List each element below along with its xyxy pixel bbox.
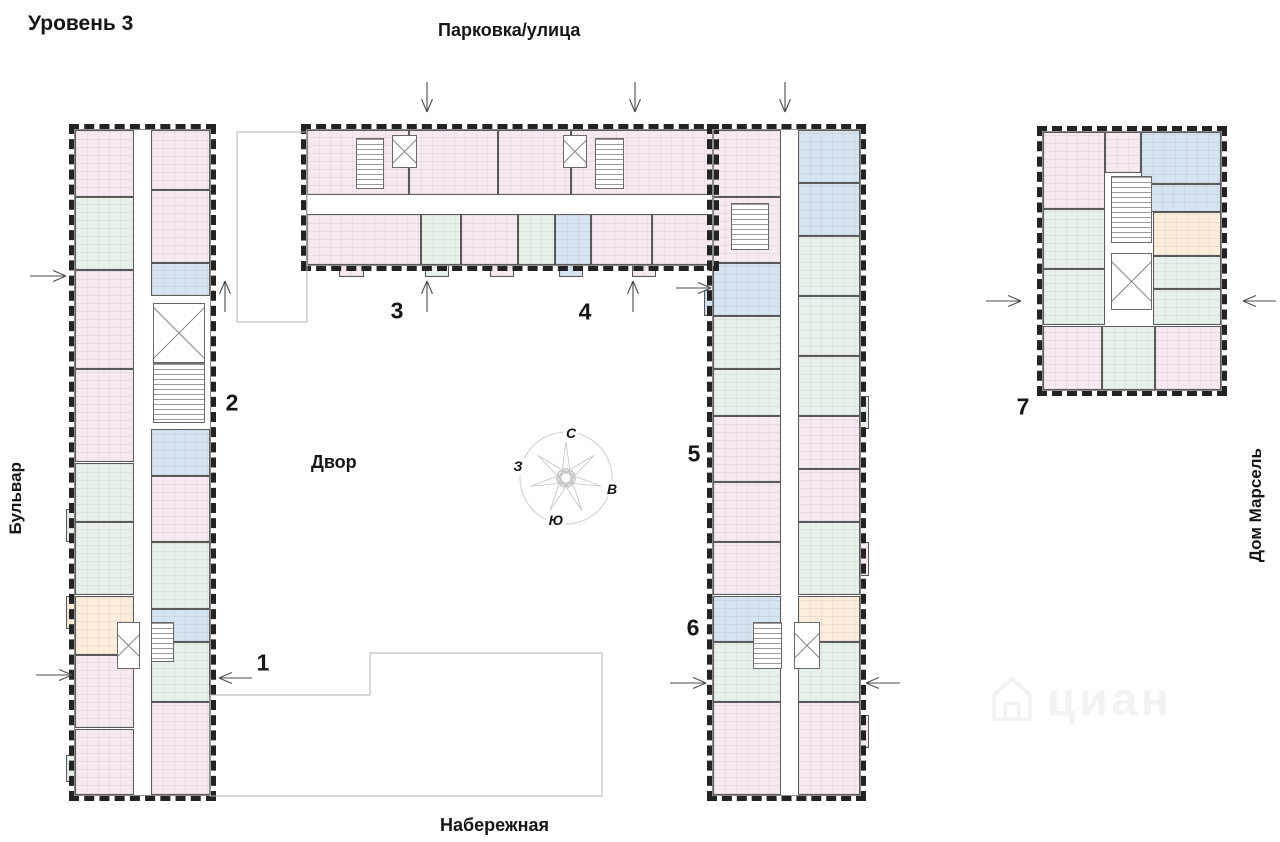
apartment-unit-pink (339, 265, 363, 277)
wing-right (713, 130, 860, 795)
stair-core (753, 622, 782, 669)
lift-core (794, 622, 820, 669)
apartment-unit-green (66, 755, 75, 782)
apartment-unit-pink (713, 542, 781, 595)
apartment-unit-pink (75, 369, 134, 462)
apartment-unit-pink (798, 416, 860, 469)
wing-left (75, 130, 210, 795)
apartment-unit-green (75, 197, 134, 270)
stair-core (356, 138, 384, 189)
label-dom-marseille: Дом Марсель (1246, 448, 1265, 563)
apartment-unit-pink (713, 702, 781, 795)
stair-core (595, 138, 623, 189)
apartment-unit-green (1102, 326, 1155, 391)
apartment-unit-pink (860, 542, 869, 575)
apartment-unit-pink (151, 190, 210, 263)
apartment-unit-green (798, 356, 860, 416)
apartment-unit-pink (652, 214, 713, 265)
stair-core (1111, 176, 1152, 243)
apartment-unit-pink (1043, 132, 1105, 209)
apartment-unit-pink (1155, 326, 1221, 391)
section-number-7: 7 (1016, 393, 1030, 420)
label-boulevard: Бульвар (6, 462, 25, 535)
apartment-unit-peach (1153, 212, 1221, 256)
apartment-unit-pink (498, 130, 571, 195)
apartment-unit-pink (860, 715, 869, 748)
apartment-unit-blue (151, 429, 210, 476)
apartment-unit-pink (151, 702, 210, 795)
apartment-unit-pink (1043, 326, 1102, 391)
apartment-unit-pink (75, 729, 134, 796)
wing-top (307, 130, 713, 265)
apartment-unit-green (421, 214, 462, 265)
page-title: Уровень 3 (28, 12, 134, 35)
section-number-6: 6 (686, 614, 700, 641)
apartment-unit-green (518, 214, 555, 265)
apartment-unit-pink (461, 214, 518, 265)
section-number-5: 5 (687, 440, 701, 467)
apartment-unit-blue (559, 265, 583, 277)
apartment-unit-blue (555, 214, 592, 265)
apartment-unit-green (1153, 256, 1221, 290)
apartment-unit-green (66, 509, 75, 542)
apartment-unit-blue (1141, 132, 1221, 184)
apartment-unit-green (798, 236, 860, 296)
apartment-unit-pink (409, 130, 498, 195)
apartment-unit-pink (75, 130, 134, 197)
apartment-unit-pink (798, 702, 860, 795)
section-number-2: 2 (225, 389, 239, 416)
compass-letter-С: С (565, 425, 577, 441)
stair-core (153, 363, 204, 423)
lift-core (392, 135, 416, 167)
apartment-unit-blue (713, 263, 781, 316)
apartment-unit-peach (66, 596, 75, 629)
apartment-unit-green (798, 296, 860, 356)
apartment-unit-green (151, 542, 210, 609)
apartment-unit-pink (307, 214, 421, 265)
apartment-unit-green (860, 396, 869, 429)
label-embankment: Набережная (440, 815, 550, 835)
apartment-unit-green (425, 265, 449, 277)
apartment-unit-pink (713, 130, 781, 197)
apartment-unit-blue (704, 290, 713, 317)
apartment-unit-pink (75, 270, 134, 370)
watermark (985, 672, 1173, 726)
lift-core (1111, 253, 1152, 310)
apartment-unit-green (713, 316, 781, 369)
apartment-unit-pink (591, 214, 652, 265)
apartment-unit-green (75, 522, 134, 595)
apartment-unit-pink (713, 482, 781, 542)
section-number-4: 4 (578, 298, 592, 325)
apartment-unit-blue (798, 130, 860, 183)
apartment-unit-pink (713, 416, 781, 483)
apartment-unit-green (798, 522, 860, 595)
apartment-unit-pink (632, 265, 656, 277)
lift-core (153, 303, 204, 363)
stair-core (151, 622, 174, 662)
apartment-unit-pink (1105, 132, 1141, 173)
apartment-unit-green (1153, 289, 1221, 325)
apartment-unit-green (1043, 269, 1105, 326)
tower-7 (1043, 132, 1221, 390)
apartment-unit-green (75, 463, 134, 523)
compass-letter-З: З (513, 458, 523, 474)
apartment-unit-pink (490, 265, 514, 277)
watermark-house-icon (985, 672, 1039, 726)
apartment-unit-blue (1150, 184, 1221, 212)
apartment-unit-pink (798, 469, 860, 522)
apartment-unit-pink (571, 130, 713, 195)
compass-letter-Ю: Ю (548, 512, 564, 528)
apartment-unit-green (713, 369, 781, 416)
apartment-unit-blue (151, 263, 210, 296)
apartment-unit-blue (798, 183, 860, 236)
compass-letter-В: В (606, 481, 618, 497)
stair-core (731, 203, 769, 250)
lift-core (117, 622, 140, 669)
label-courtyard: Двор (311, 452, 357, 472)
apartment-unit-pink (151, 130, 210, 190)
apartment-unit-green (1043, 209, 1105, 268)
section-number-1: 1 (256, 649, 270, 676)
apartment-unit-pink (151, 476, 210, 543)
watermark-text: циан (1047, 673, 1173, 725)
section-number-3: 3 (390, 297, 404, 324)
label-parking-street: Парковка/улица (438, 20, 581, 40)
lift-core (563, 135, 587, 167)
